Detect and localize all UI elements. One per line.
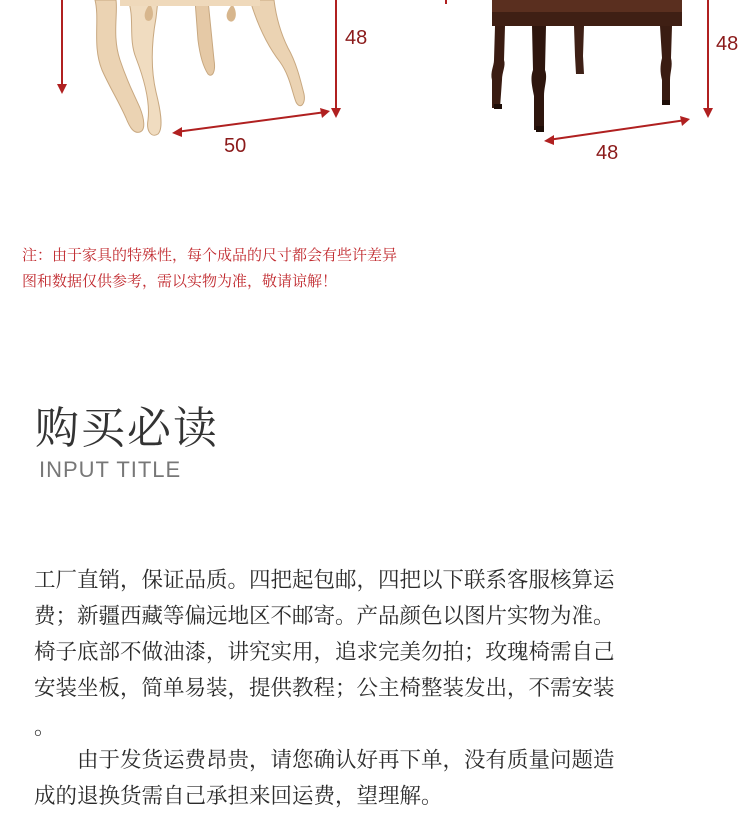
dark-chair-image [491, 0, 682, 132]
right-width-line [548, 120, 686, 140]
product-dimension-illustration [0, 0, 750, 200]
size-disclaimer-line-2: 图和数据仅供参考，需以实物为准，敬请谅解！ [22, 272, 338, 290]
body-text-line: 安装坐板，简单易装，提供教程；公主椅整装发出，不需安装 [34, 676, 615, 701]
body-text-line: 。 [34, 715, 56, 740]
left-width-line [176, 112, 326, 132]
right-chair-height-label: 48 [716, 33, 739, 55]
body-text-line: 由于发货运费昂贵，请您确认好再下单，没有质量问题造 [34, 748, 615, 773]
body-text-line: 椅子底部不做油漆，讲究实用，追求完美勿拍；玫瑰椅需自己 [34, 640, 615, 665]
body-text-line: 工厂直销，保证品质。四把起包邮，四把以下联系客服核算运 [34, 568, 615, 593]
body-text-line: 费；新疆西藏等偏远地区不邮寄。产品颜色以图片实物为准。 [34, 604, 615, 629]
gold-chair-image [95, 0, 304, 135]
left-chair-height-label: 48 [345, 27, 368, 49]
right-chair-width-label: 48 [596, 142, 619, 164]
section-subtitle: INPUT TITLE [39, 457, 182, 482]
section-title: 购买必读 [35, 403, 219, 454]
body-text-line: 成的退换货需自己承担来回运费，望理解。 [34, 784, 443, 809]
size-disclaimer-line-1: 注：由于家具的特殊性，每个成品的尺寸都会有些许差异 [22, 246, 398, 264]
left-outer-arrow [57, 84, 67, 94]
left-chair-width-label: 50 [224, 135, 247, 157]
